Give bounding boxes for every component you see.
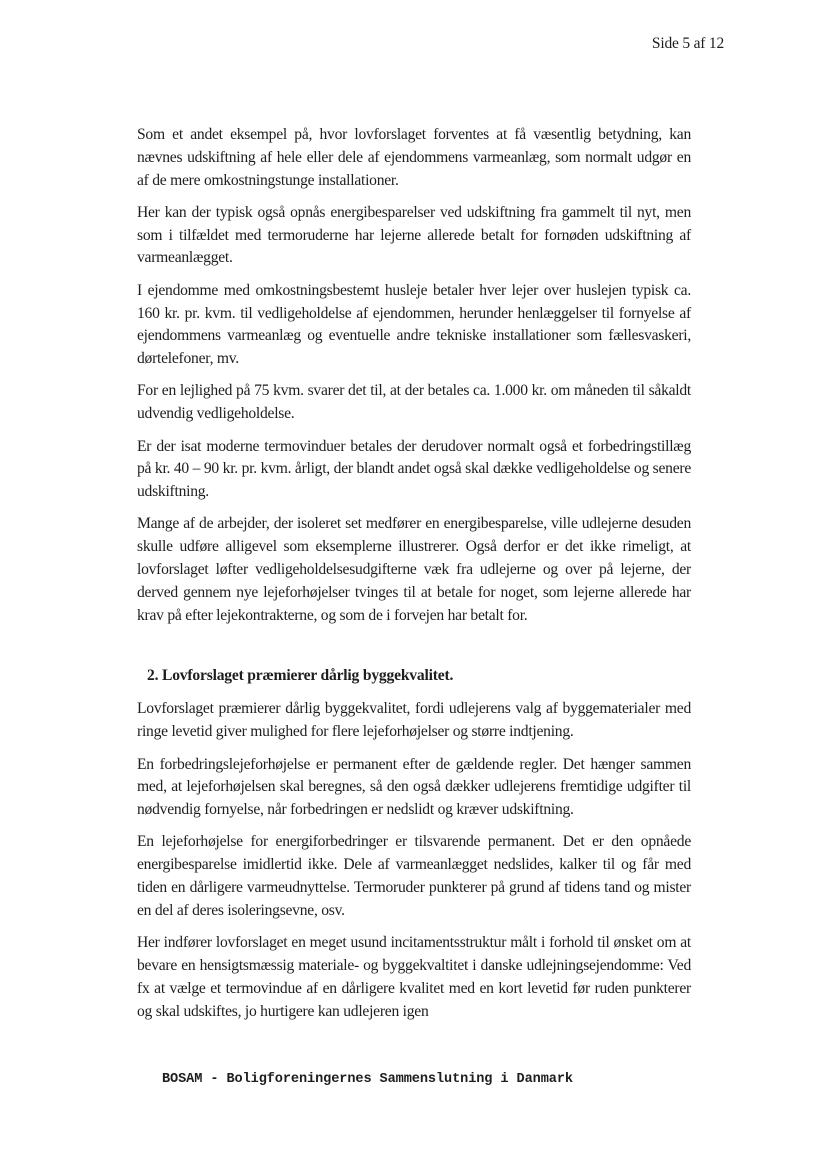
paragraph: Her indfører lovforslaget en meget usund incitamentsstruktur målt i forhold til ønsket om at bevare en hensigtsmæssig materiale- og byggekvaltitet i danske udlejningsejendomme: Ved fx at vælge et termovindue af en dårligere kvalitet med en kort levetid før ruden punkterer og skal udskiftes, jo hurtigere kan udlejeren igen: [137, 934, 691, 1020]
paragraph: En forbedringslejeforhøjelse er permanent efter de gældende regler. Det hænger sammen med, at lejeforhøjelsen skal beregnes, så den også dækker udlejerens fremtidige udgifter til nødvendig fornyelse, når forbedringen er nedslidt og kræver udskiftning.: [137, 755, 691, 819]
paragraph: I ejendomme med omkostningsbestemt husleje betaler hver lejer over huslejen typisk ca. 160 kr. pr. kvm. til vedligeholdelse af ejendommen, herunder henlæggelser til fornyelse af ejendommens varmeanlæg og eventuelle andre tekniske installationer som fællesvaskeri, dørtelefoner, mv.: [137, 281, 691, 368]
paragraph: Er der isat moderne termovinduer betales der derudover normalt også et forbedringstillæg på kr. 40 – 90 kr. pr. kvm. årligt, der blandt andet også skal dække vedligeholdelse og senere udskiftning.: [137, 437, 691, 501]
page-footer: BOSAM - Boligforeningernes Sammenslutning i Danmark: [162, 1072, 573, 1087]
section-heading: 2. Lovforslaget præmierer dårlig byggekvalitet.: [147, 667, 454, 685]
paragraph: Som et andet eksempel på, hvor lovforslaget forventes at få væsentlig betydning, kan nævnes udskiftning af hele eller dele af ejendommens varmeanlæg, som normalt udgør en af de mere omkostningstunge installationer.: [137, 126, 691, 189]
paragraph: For en lejlighed på 75 kvm. svarer det til, at der betales ca. 1.000 kr. om måneden til såkaldt udvendig vedligeholdelse.: [137, 382, 691, 423]
paragraph: Lovforslaget præmierer dårlig byggekvalitet, fordi udlejerens valg af byggematerialer med ringe levetid giver mulighed for flere lejeforhøjelser og større indtjening.: [137, 700, 691, 741]
page-number: Side 5 af 12: [651, 35, 724, 52]
paragraph: Mange af de arbejder, der isoleret set medfører en energibesparelse, ville udlejerne desuden skulle udføre alligevel som eksemplerne illustrerer. Også derfor er det ikke rimeligt, at lovforslaget løfter vedligeholdelsesudgifterne væk fra udlejerne og over på lejerne, der derved gennem nye lejeforhøjelser tvinges til at betale for noget, som lejerne allerede har krav på efter lejekontrakterne, og som de i forvejen har betalt for.: [137, 515, 691, 624]
paragraph: En lejeforhøjelse for energiforbedringer er tilsvarende permanent. Det er den opnåede energibesparelse imidlertid ikke. Dele af varmeanlægget nedslides, kalker til og får med tiden en dårligere varmeudnyttelse. Termoruder punkterer på grund af tidens tand og mister en del af deres isoleringsevne, osv.: [137, 833, 691, 919]
paragraph: Her kan der typisk også opnås energibesparelser ved udskiftning fra gammelt til nyt, men som i tilfældet med termoruderne har lejerne allerede betalt for fornøden udskiftning af varmeanlægget.: [137, 203, 691, 267]
document-body: [137, 124, 691, 1033]
